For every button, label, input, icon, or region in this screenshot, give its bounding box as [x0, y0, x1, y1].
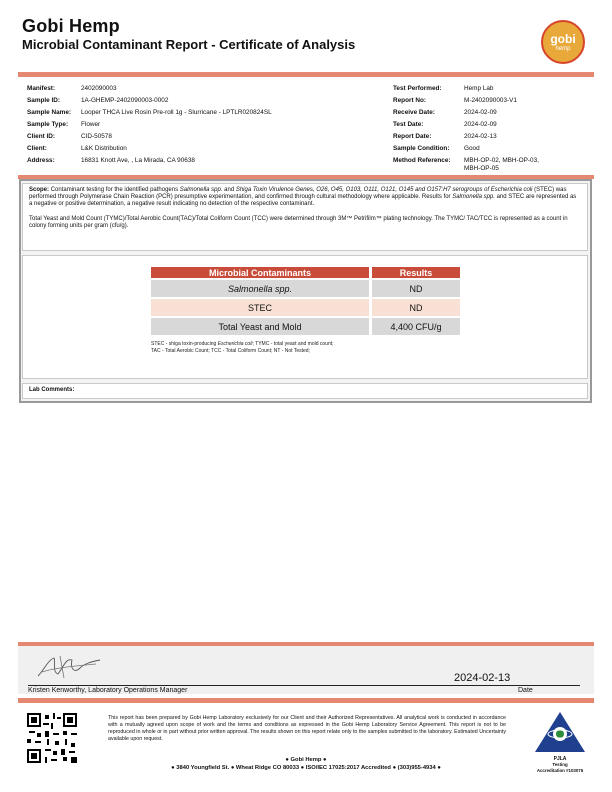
contaminant-name: Total Yeast and Mold — [151, 318, 369, 335]
document-title: Microbial Contaminant Report - Certificate of Analysis — [22, 37, 356, 52]
info-value: L&K Distribution — [81, 145, 127, 152]
contaminant-name — [151, 280, 369, 297]
company-logo — [541, 20, 585, 64]
table-row — [151, 280, 460, 297]
info-value: Good — [464, 145, 480, 152]
signature-image — [34, 652, 104, 682]
lab-comments: Lab Comments: — [22, 383, 588, 399]
info-value: 2024-02-13 — [464, 133, 497, 140]
accreditation-name: PJLA — [553, 756, 567, 762]
logo-text: gobi — [550, 32, 576, 46]
info-row — [27, 145, 47, 153]
header-divider — [18, 72, 594, 77]
abbreviation-legend — [151, 341, 334, 355]
info-label: Sample ID: — [27, 97, 61, 104]
info-row — [27, 133, 55, 141]
contaminant-name: STEC — [151, 299, 369, 316]
footer-company: ● Gobi Hemp ● — [285, 757, 327, 763]
info-row — [27, 85, 55, 93]
info-row — [27, 157, 55, 165]
info-value: Flower — [81, 121, 101, 128]
info-value: 16831 Knott Ave, , La Mirada, CA 90638 — [81, 157, 195, 164]
info-label: Report Date: — [393, 133, 432, 140]
logo-subtext: hemp — [555, 46, 571, 52]
date-label: Date — [518, 687, 533, 694]
scope-label: Scope: — [29, 187, 50, 193]
info-value: CID-50578 — [81, 133, 112, 140]
info-label: Address: — [27, 157, 55, 164]
footer-address: ● 3840 Youngfield St. ● Wheat Ridge CO 80033 ● ISO/IEC 17025:2017 Accredited ● (303)955-4934 ● — [171, 765, 441, 771]
qr-code-icon — [27, 713, 77, 763]
accreditation-logo-icon — [533, 710, 587, 754]
scope-section — [22, 183, 588, 251]
info-label: Sample Type: — [27, 121, 69, 128]
abbr-organism: Escherichia coli — [217, 341, 253, 347]
column-header-contaminant: Microbial Contaminants — [151, 267, 369, 278]
contaminant-name-text: Salmonella spp. — [227, 283, 293, 294]
signer-name: Kristen Kenworthy, Laboratory Operations Manager — [28, 687, 188, 694]
scope-text: and — [222, 187, 236, 193]
info-label: Manifest: — [27, 85, 56, 92]
accreditation-type: Testing — [552, 762, 568, 767]
accreditation-number: Accreditation #103075 — [536, 768, 584, 773]
info-label: Client ID: — [27, 133, 56, 140]
scope-text: and STEC are represented as a negative or positive determination, a negative result indicating no detection of the respective contaminant. — [29, 194, 577, 208]
info-row — [27, 121, 68, 129]
info-value-continued: MBH-OP-05 — [464, 165, 499, 172]
signature-date: 2024-02-13 — [454, 672, 511, 684]
info-value: MBH-OP-02, MBH-OP-03, — [464, 157, 539, 164]
info-label: Method Reference: — [393, 157, 451, 164]
info-label: Test Performed: — [393, 85, 442, 92]
abbr-text: STEC - shiga toxin-producing — [151, 341, 218, 347]
info-value: Looper THCA Live Rosin Pre-roll 1g - Slurricane - LPTLR020824SL — [81, 109, 272, 116]
table-row — [151, 318, 460, 335]
scope-paragraph — [29, 187, 581, 209]
abbreviation-line: TAC - Total Aerobic Count; TCC - Total Coliform Count; NT - Not Tested; — [151, 348, 310, 354]
info-row — [27, 109, 71, 117]
info-label: Sample Name: — [27, 109, 72, 116]
results-table — [151, 265, 460, 337]
info-row — [27, 97, 60, 105]
results-header-row — [151, 267, 460, 278]
info-value: M-2402090003-V1 — [464, 97, 517, 104]
scope-text: (STEC) was performed through Polymerase Chain Reaction (PCR) presumptive experimentation, and confirmed through cultural methodology where applicable. Results for — [29, 187, 567, 201]
contaminant-result: 4,400 CFU/g — [372, 318, 460, 335]
contaminant-result: ND — [372, 299, 460, 316]
abbreviation-line — [151, 341, 334, 348]
info-value: 2024-02-09 — [464, 109, 497, 116]
table-row — [151, 299, 460, 316]
info-value: 2402090003 — [81, 85, 117, 92]
scope-text: Contaminant testing for the identified pathogens — [50, 187, 180, 193]
info-label: Test Date: — [393, 121, 424, 128]
signature-line — [28, 685, 580, 686]
disclaimer-text: This report has been prepared by Gobi Hemp Laboratory exclusively for our Client and their Authorized Representatives. All analytical work is conducted in accordance with a mutually agreed upon scope of work and the terms and conditions as expressed in the Gobi Hemp Laboratory Service Agreement. This report is not to be reproduced in whole or in part without prior written approval. The results shown on this report relate only to the samples submitted to the laboratory. Estimated Uncertainty available upon request. — [108, 715, 506, 742]
company-name: Gobi Hemp — [22, 16, 120, 36]
footer-divider-bottom — [18, 698, 594, 703]
info-label: Client: — [27, 145, 47, 152]
abbr-text: ; TYMC - total yeast and mold count; — [252, 341, 334, 347]
scope-stec-genes: Shiga Toxin Virulence Genes, O26, O45, O103, O111, O121, O145 and O157:H7 serogroups of Escherichia coli — [235, 187, 533, 193]
info-label: Report No: — [393, 97, 427, 104]
scope-paragraph-2: Total Yeast and Mold Count (TYMC)/Total Aerobic Count(TAC)/Total Coliform Count (TCC) were determined through 3M™ Petrifilm™ plating technology. The TYMC/ TAC/TCC is represented as a count in colony forming units per gram (cfu/g). — [29, 215, 568, 229]
column-header-results: Results — [372, 267, 460, 278]
info-value: 1A-GHEMP-2402090003-0002 — [81, 97, 169, 104]
info-label: Receive Date: — [393, 109, 435, 116]
scope-pathogen: Salmonella spp. — [452, 194, 495, 201]
scope-pathogen: Salmonella spp. — [179, 187, 223, 193]
info-label: Sample Condition: — [393, 145, 450, 152]
info-value: Hemp Lab — [464, 85, 494, 92]
info-value: 2024-02-09 — [464, 121, 497, 128]
contaminant-result: ND — [372, 280, 460, 297]
